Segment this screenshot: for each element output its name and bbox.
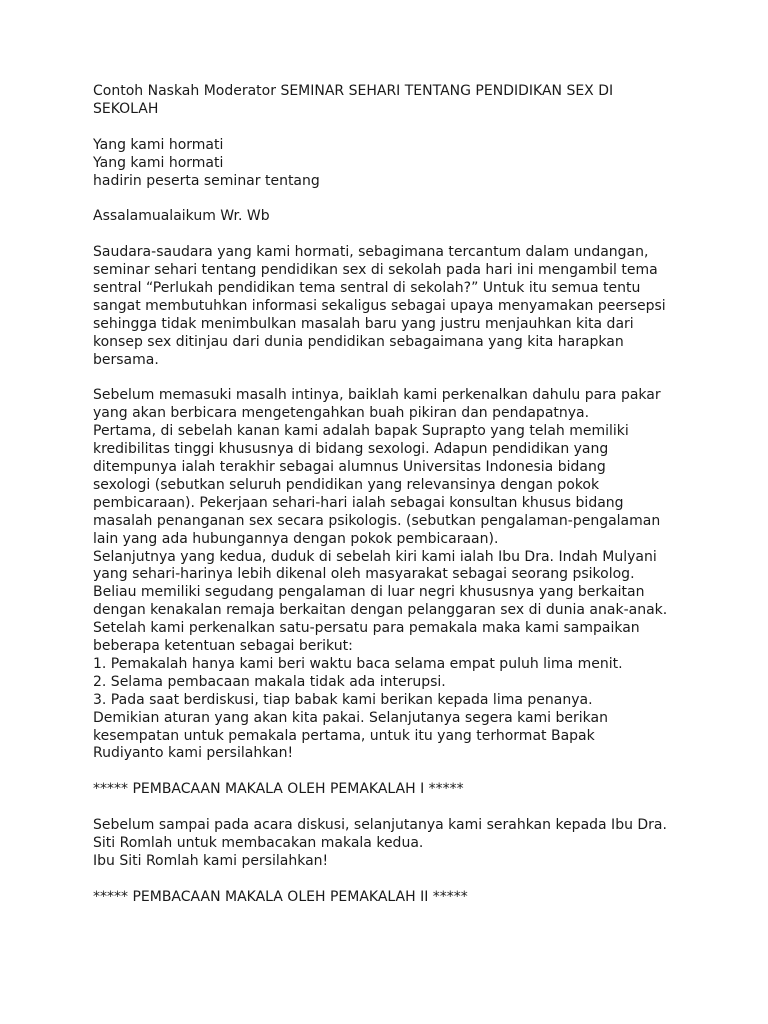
- paragraph: [93, 817, 693, 871]
- text-line: sexologi (sebutkan seluruh pendidikan yang relevansinya dengan pokok: [93, 476, 600, 493]
- text-line: yang sehari-harinya lebih dikenal oleh masyarakat sebagai seorang psikolog.: [93, 566, 635, 583]
- paragraph: [93, 208, 693, 226]
- text-line: masalah penanganan sex secara psikologis. (sebutkan pengalaman-pengalaman: [93, 512, 661, 529]
- text-line: seminar sehari tentang pendidikan sex di sekolah pada hari ini mengambil tema: [93, 262, 658, 279]
- text-line: konsep sex ditinjau dari dunia pendidikan sebagaimana yang kita harapkan: [93, 333, 624, 350]
- text-line: bersama.: [93, 351, 159, 368]
- text-line: Selanjutnya yang kedua, duduk di sebelah kiri kami ialah Ibu Dra. Indah Mulyani: [93, 548, 657, 565]
- text-line: Contoh Naskah Moderator SEMINAR SEHARI TENTANG PENDIDIKAN SEX DI: [93, 83, 614, 99]
- text-line: sentral “Perlukah pendidikan tema sentral di sekolah?” Untuk itu semua tentu: [93, 279, 641, 296]
- text-line: beberapa ketentuan sebagai berikut:: [93, 638, 353, 655]
- document-body: [93, 83, 693, 924]
- text-line: sangat membutuhkan informasi sekaligus sebagai upaya menyamakan peersepsi: [93, 297, 666, 314]
- text-line: hadirin peserta seminar tentang: [93, 172, 320, 189]
- text-line: Demikian aturan yang akan kita pakai. Selanjutanya segera kami berikan: [93, 709, 608, 726]
- text-line: ***** PEMBACAAN MAKALA OLEH PEMAKALAH II *****: [93, 888, 468, 905]
- text-line: Setelah kami perkenalkan satu-persatu para pemakala maka kami sampaikan: [93, 620, 640, 637]
- text-line: pembicaraan). Pekerjaan sehari-hari ialah sebagai konsultan khusus bidang: [93, 494, 624, 511]
- text-line: ***** PEMBACAAN MAKALA OLEH PEMAKALAH I *****: [93, 781, 464, 798]
- text-line: Beliau memiliki segudang pengalaman di luar negri khususnya yang berkaitan: [93, 584, 645, 601]
- text-line: lain yang ada hubungannya dengan pokok pembicaraan).: [93, 530, 499, 547]
- paragraph: [93, 244, 693, 369]
- text-line: sehingga tidak menimbulkan masalah baru yang justru menjauhkan kita dari: [93, 315, 634, 332]
- text-line: Yang kami hormati: [93, 154, 224, 171]
- text-line: Rudiyanto kami persilahkan!: [93, 745, 294, 762]
- text-line: Sebelum memasuki masalh intinya, baiklah kami perkenalkan dahulu para pakar: [93, 387, 661, 404]
- text-line: SEKOLAH: [93, 100, 159, 117]
- text-line: Pertama, di sebelah kanan kami adalah bapak Suprapto yang telah memiliki: [93, 423, 629, 440]
- text-line: ditempunya ialah terakhir sebagai alumnus Universitas Indonesia bidang: [93, 458, 606, 475]
- text-line: kredibilitas tinggi khususnya di bidang sexologi. Adapun pendidikan yang: [93, 441, 609, 458]
- paragraph: [93, 387, 693, 763]
- paragraph: [93, 781, 693, 799]
- text-line: Sebelum sampai pada acara diskusi, selanjutanya kami serahkan kepada Ibu Dra.: [93, 817, 667, 834]
- paragraph: [93, 137, 693, 191]
- text-line: yang akan berbicara mengetengahkan buah pikiran dan pendapatnya.: [93, 405, 590, 422]
- text-line: Assalamualaikum Wr. Wb: [93, 208, 270, 225]
- text-line: Siti Romlah untuk membacakan makala kedua.: [93, 834, 424, 851]
- text-line: 1. Pemakalah hanya kami beri waktu baca selama empat puluh lima menit.: [93, 655, 623, 672]
- paragraph: [93, 83, 693, 119]
- text-line: 2. Selama pembacaan makala tidak ada interupsi.: [93, 673, 446, 690]
- text-line: Ibu Siti Romlah kami persilahkan!: [93, 852, 329, 869]
- paragraph: [93, 889, 693, 907]
- text-line: dengan kenakalan remaja berkaitan dengan pelanggaran sex di dunia anak-anak.: [93, 602, 668, 619]
- text-line: Yang kami hormati: [93, 136, 224, 153]
- text-line: kesempatan untuk pemakala pertama, untuk itu yang terhormat Bapak: [93, 727, 595, 744]
- text-line: 3. Pada saat berdiskusi, tiap babak kami berikan kepada lima penanya.: [93, 691, 593, 708]
- text-line: Saudara-saudara yang kami hormati, sebagimana tercantum dalam undangan,: [93, 244, 649, 261]
